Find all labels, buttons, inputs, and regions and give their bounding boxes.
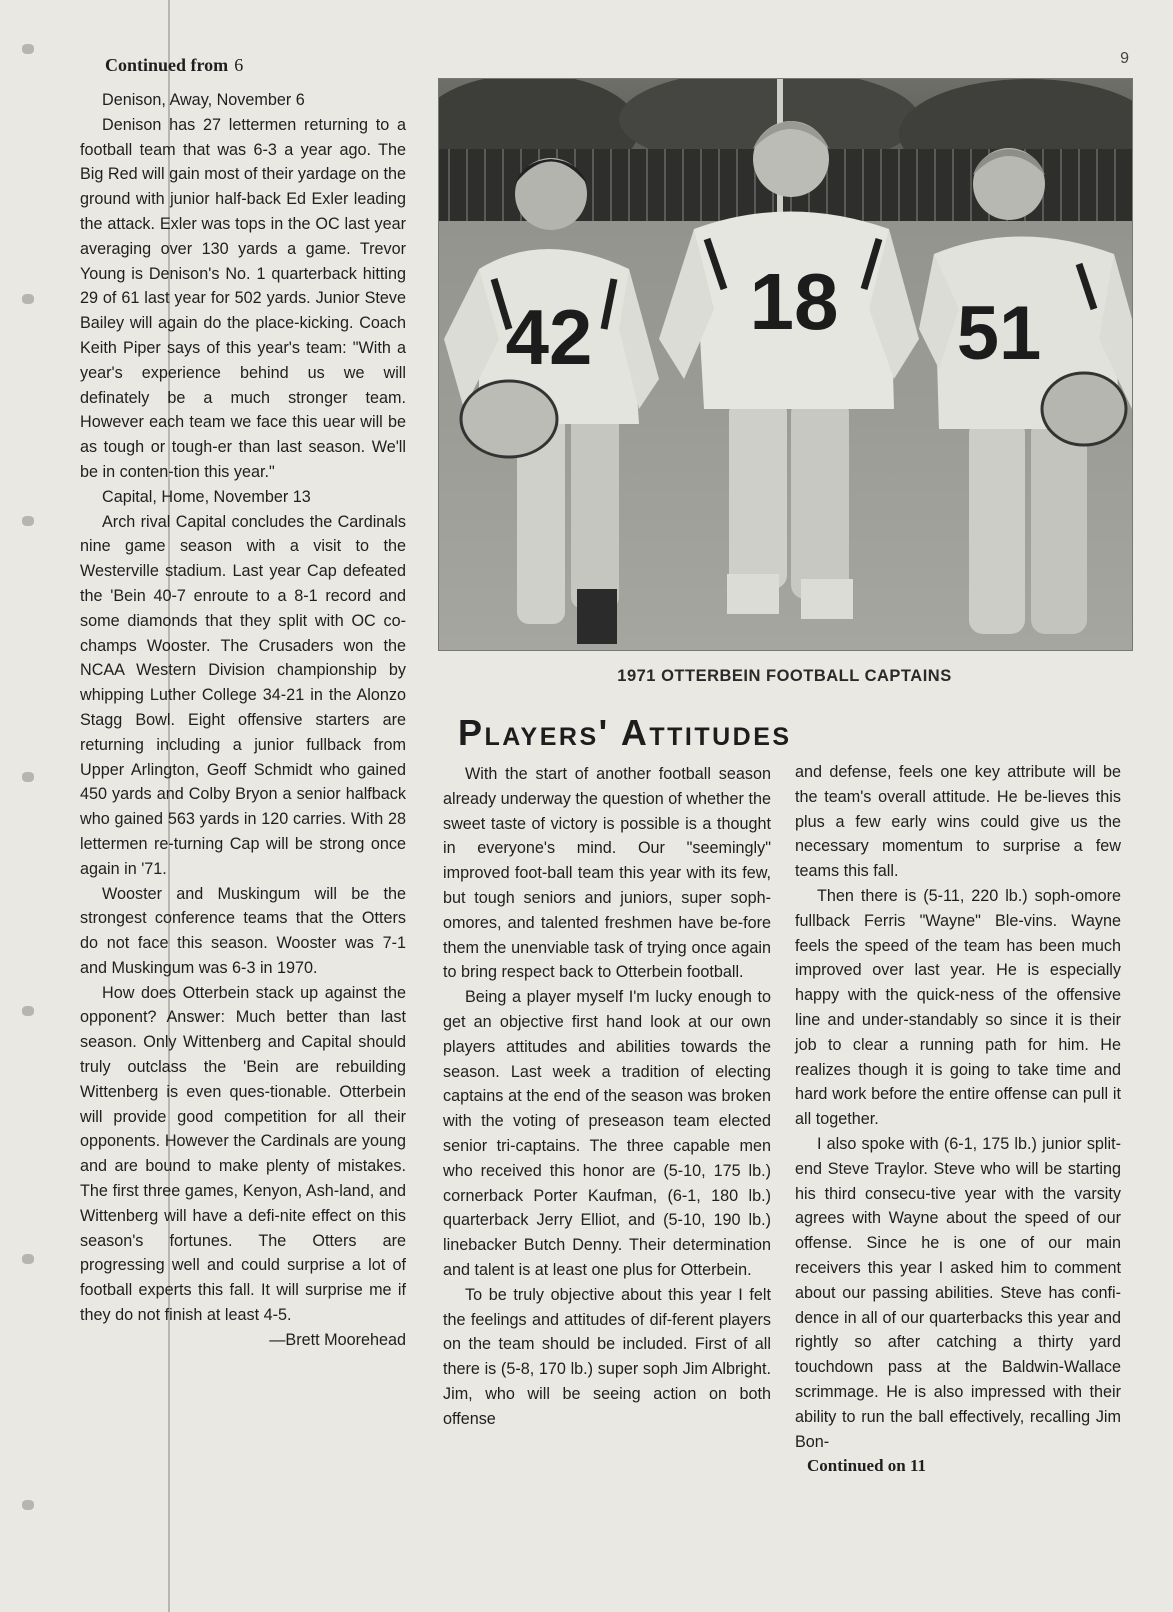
margin-speck (22, 1500, 34, 1510)
paragraph: Denison has 27 lettermen returning to a football team that was 6-3 a year ago. The Big Red will gain most of their yardage on the ground with junior half-back Ed Exler leading the attack. Exler was tops in the OC last year averaging over 130 yards a game. Trevor Young is Denison's No. 1 quarterback hitting 29 of 61 last year for 502 yards. Junior Steve Bailey will again do the place-kicking. Coach Keith Piper says of this year's team: "With a year's experience behind us we will definately be a much stronger team. However each team we face this uear will be as tough or tough-er than last season. We'll be in conten-tion this year." (80, 115, 406, 481)
article-headline: Players' Attitudes (458, 712, 792, 753)
game-heading: Capital, Home, November 13 (102, 487, 311, 506)
article-column-2 (443, 762, 771, 1432)
margin-speck (22, 44, 34, 54)
paragraph: How does Otterbein stack up against the opponent? Answer: Much better than last season. Only Wittenberg and Capital should truly outclass the 'Bein are rebuilding Wittenberg is even ques-tionable. Otterbein will provide good competition for all their opponents. However the Cardinals are young and are bound to make plenty of mistakes. The first three games, Kenyon, Ash-land, and Wittenberg will have a defi-nite effect on this season's fortunes. The Otters are progressing well and could surprise a lot of football experts this fall. It will surprise me if they do not finish at least 4-5. (80, 983, 406, 1325)
margin-speck (22, 294, 34, 304)
continued-from-page: 6 (234, 55, 244, 75)
page-number: 9 (1120, 50, 1129, 67)
paragraph: and defense, feels one key attribute will be the team's overall attitude. He be-lieves this plus a few early wins could give us the necessary momentum to surprise a few teams this fall. (795, 763, 1121, 881)
continued-from-text: Continued from (105, 55, 229, 75)
continued-on-label: Continued on 11 (807, 1456, 927, 1476)
paragraph: Then there is (5-11, 220 lb.) soph-omore fullback Ferris "Wayne" Ble-vins. Wayne feels the speed of the team has been much improved over last year. He is especially happy with the quick-ness of the offensive line and under-standably so since it is their job to clear a running path for him. He realizes though it is going to take time and hard work before the entire offense can pull it all together. (795, 886, 1121, 1129)
preview-column (80, 88, 406, 1353)
paragraph: Wooster and Muskingum will be the strongest conference teams that the Otters do not face this season. Wooster was 7-1 and Muskingum was 6-3 in 1970. (80, 884, 406, 977)
article-column-3 (795, 760, 1121, 1479)
margin-speck (22, 1254, 34, 1264)
byline: —Brett Moorehead (269, 1330, 406, 1349)
paragraph: With the start of another football season already underway the question of whether the sweet taste of victory is possible is a thought in everyone's mind. Our "seemingly" improved foot-ball team this year with its few, but tough seniors and juniors, super soph-omores, and talented freshmen have be-fore them the unenviable task of trying once again to bring respect back to Otterbein football. (443, 765, 771, 982)
margin-speck (22, 1006, 34, 1016)
paragraph: To be truly objective about this year I felt the feelings and attitudes of dif-ferent players on the team should be included. First of all there is (5-8, 170 lb.) super soph Jim Albright. Jim, who will be seeing action on both offense (443, 1285, 771, 1428)
game-heading: Denison, Away, November 6 (102, 91, 305, 109)
jersey-number-18: 18 (749, 257, 839, 346)
captains-photo (438, 78, 1133, 651)
paragraph: Arch rival Capital concludes the Cardinals nine game season with a visit to the Westerville stadium. Last year Cap defeated the 'Bein 40-7 enroute to a 8-1 record and some diamonds that they split with OC co-champs Wooster. The Crusaders won the NCAA Western Division championship by whipping Luther College 34-21 in the Alonzo Stagg Bowl. Eight offensive starters are returning including a junior fullback from Upper Arlington, Geoff Schmidt who gained 450 yards and Colby Bryon a senior halfback who gained 563 yards in 120 carries. With 28 lettermen re-turning Cap will be strong once again in '71. (80, 512, 406, 878)
continued-from-label (105, 55, 243, 76)
captains-photo-illustration (439, 79, 1132, 650)
paragraph: I also spoke with (6-1, 175 lb.) junior split-end Steve Traylor. Steve who will be starting his third consecu-tive year with the varsity agrees with Wayne about the speed of our offense. Since he is one of our main receivers this year I asked him to comment about our passing abilities. Steve has confi-dence in all of our quarterbacks this year and rightly so after catching a thirty yard touchdown pass at the Baldwin-Wallace scrimmage. He is also impressed with their ability to run the ball effectively, recalling Jim Bon- (795, 1134, 1121, 1451)
paragraph: Being a player myself I'm lucky enough to get an objective first hand look at our own players attitudes and abilities towards the season. Last week a tradition of electing captains at the end of the season was broken with the voting of preseason team elected senior tri-captains. The three capable men who received this honor are (5-10, 175 lb.) cornerback Porter Kaufman, (6-1, 180 lb.) quarterback Jerry Elliot, and (5-10, 190 lb.) linebacker Butch Denny. Their determination and talent is at least one plus for Otterbein. (443, 988, 771, 1279)
jersey-number-51: 51 (956, 291, 1042, 376)
margin-speck (22, 516, 34, 526)
margin-speck (22, 772, 34, 782)
photo-caption: 1971 OTTERBEIN FOOTBALL CAPTAINS (617, 667, 952, 685)
jersey-number-42: 42 (505, 293, 593, 381)
